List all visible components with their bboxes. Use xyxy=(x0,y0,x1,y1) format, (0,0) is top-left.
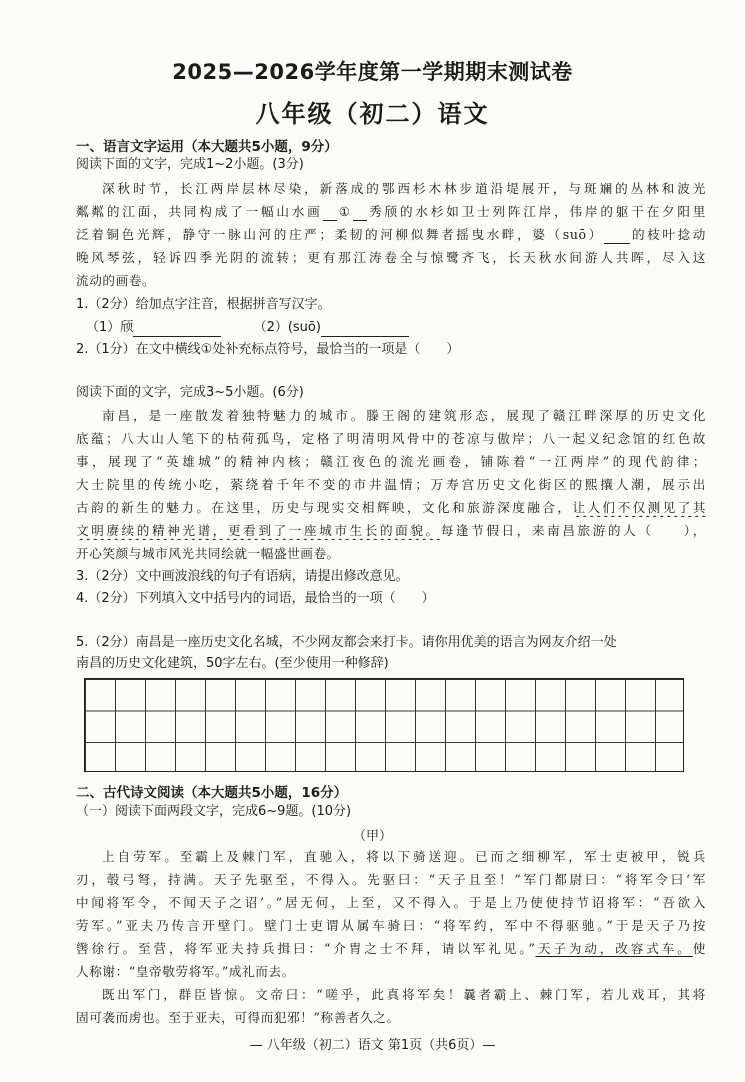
passage1-line1: 深秋时节，长江两岸层林尽染，新落成的鄂西杉木林步道沿堤展开，与斑斓的丛林和波光 xyxy=(102,181,706,196)
classical-line2: 刃，彀弓弩，持满。天子先驱至，不得入。先驱曰：“天子且至！”军门都尉曰：“将军令曰‘军 xyxy=(76,872,706,887)
answer-blank[interactable] xyxy=(321,322,409,337)
passage1-seg: 粼粼的江面，共同构成了一幅山水画 xyxy=(76,204,323,219)
wavy-sentence: 文明赓续的精神光谱，更看到了一座城市生长的面貌。 xyxy=(76,523,441,538)
passage2-seg: 古韵的新生的魅力。在这里，历史与现实交相辉映，文化和旅游深度融合， xyxy=(76,500,573,515)
underlined-sentence: 天子为动，改容式车。 xyxy=(535,941,693,956)
q1b-label: （2）(suō) xyxy=(253,320,321,335)
blank-line xyxy=(323,206,337,221)
passage2-seg: 每逢节假日，来南昌旅游的人（ ）， xyxy=(440,523,706,538)
intro-3: （一）阅读下面两段文字，完成6~9题。(10分) xyxy=(76,804,352,819)
section2-heading: 二、古代诗文阅读（本大题共5小题，16分） xyxy=(76,785,348,801)
intro-2: 阅读下面的文字，完成3~5小题。(6分) xyxy=(76,385,304,400)
question-2: 2.（1分）在文中横线①处补充标点符号，最恰当的一项是（ ） xyxy=(76,342,460,357)
classical-line5 xyxy=(76,940,706,958)
passage1-seg: 秀颀的水杉如卫士列阵江岸，伟岸的躯干在夕阳里 xyxy=(366,204,706,219)
passage2-line7: 开心笑颜与城市风光共同绘就一幅盛世画卷。 xyxy=(76,546,340,561)
question-5-line2: 南昌的历史文化建筑，50字左右。(至少使用一种修辞) xyxy=(76,656,389,671)
intro-1: 阅读下面的文字，完成1~2小题。(3分) xyxy=(76,157,304,172)
passage1-seg: 的枝叶捻动 xyxy=(629,227,706,242)
question-5-line1: 5.（2分）南昌是一座历史文化名城，不少网友都会来打卡。请你用优美的语言为网友介绍一处 xyxy=(76,635,617,650)
passage2-line1: 南昌，是一座散发着独特魅力的城市。滕王阁的建筑形态，展现了赣江畔深厚的历史文化 xyxy=(102,408,706,423)
classical-line7: 既出军门，群臣皆惊。文帝曰：“嗟乎，此真将军矣！曩者霸上、棘门军，若儿戏耳，其将 xyxy=(102,987,706,1002)
page-footer: — 八年级（初二）语文 第1页（共6页）— xyxy=(249,1038,496,1053)
classical-seg: 使 xyxy=(692,941,706,956)
passage-jia-label: （甲） xyxy=(352,829,392,844)
classical-seg: 辔徐行。至营，将军亚夫持兵揖曰：“介胄之士不拜，请以军礼见。” xyxy=(76,941,536,956)
passage2-line5 xyxy=(76,499,706,517)
passage2-line3: 事，展现了“英雄城”的精神内核；赣江夜色的流光画卷，铺陈着“一江两岸”的现代韵律； xyxy=(76,454,706,469)
passage1-line2 xyxy=(76,203,706,221)
blank-marker: ① xyxy=(336,204,353,219)
classical-line3: 中闻将军令，不闻天子之诏’。”居无何，上至，又不得入。于是上乃使使持节诏将军：“吾欲入 xyxy=(76,895,706,910)
question-1: 1.（2分）给加点字注音，根据拼音写汉字。 xyxy=(76,297,331,312)
question-3: 3.（2分）文中画波浪线的句子有语病，请提出修改意见。 xyxy=(76,569,409,584)
section1-heading: 一、语言文字运用（本大题共5小题，9分） xyxy=(76,139,338,155)
question-4: 4.（2分）下列填入文中括号内的词语，最恰当的一项（ ） xyxy=(76,591,435,606)
passage2-line6 xyxy=(76,522,706,540)
classical-line8: 固可袭而虏也。至于亚夫，可得而犯邪！”称善者久之。 xyxy=(76,1010,400,1025)
passage2-line4: 大士院里的传统小吃，萦绕着千年不变的市井温情；万寿宫历史文化街区的熙攘人潮，展示出 xyxy=(76,477,706,492)
q1a-label: （1）颀 xyxy=(86,320,134,335)
passage1-seg: 泛着铜色光辉，静守一脉山河的庄严；柔韧的河柳似舞者摇曳水畔，婆（suō） xyxy=(76,227,604,242)
wavy-sentence: 让人们不仅测见了其 xyxy=(572,500,706,515)
question-1-answers xyxy=(76,319,716,337)
blank-line xyxy=(604,229,630,244)
passage1-line4: 晚风琴弦，轻诉四季光阴的流转；更有那江涛卷全与惊鹭齐飞，长天秋水间游人共晖，尽入这 xyxy=(76,250,706,265)
passage1-line5: 流动的画卷。 xyxy=(76,273,156,288)
passage1-line3 xyxy=(76,226,706,244)
classical-line6: 人称谢：“皇帝敬劳将军。”成礼而去。 xyxy=(76,964,295,979)
passage2-line2: 底蕴；八大山人笔下的枯荷孤鸟，定格了明清明风骨中的苍凉与傲岸；八一起义纪念馆的红色故 xyxy=(76,431,706,446)
exam-title: 2025—2026学年度第一学期期末测试卷 xyxy=(172,60,573,84)
blank-line xyxy=(353,206,367,221)
answer-blank[interactable] xyxy=(133,322,221,337)
exam-subtitle: 八年级（初二）语文 xyxy=(255,100,490,128)
classical-line1: 上自劳军。至霸上及棘门军，直驰入，将以下骑送迎。已而之细柳军，军士吏被甲，锐兵 xyxy=(102,849,706,864)
classical-line4: 劳军。”亚夫乃传言开壁门。壁门士吏谓从属车骑曰：“将军约，军中不得驱驰。”于是天子乃按 xyxy=(76,918,706,933)
answer-grid[interactable] xyxy=(84,678,684,772)
